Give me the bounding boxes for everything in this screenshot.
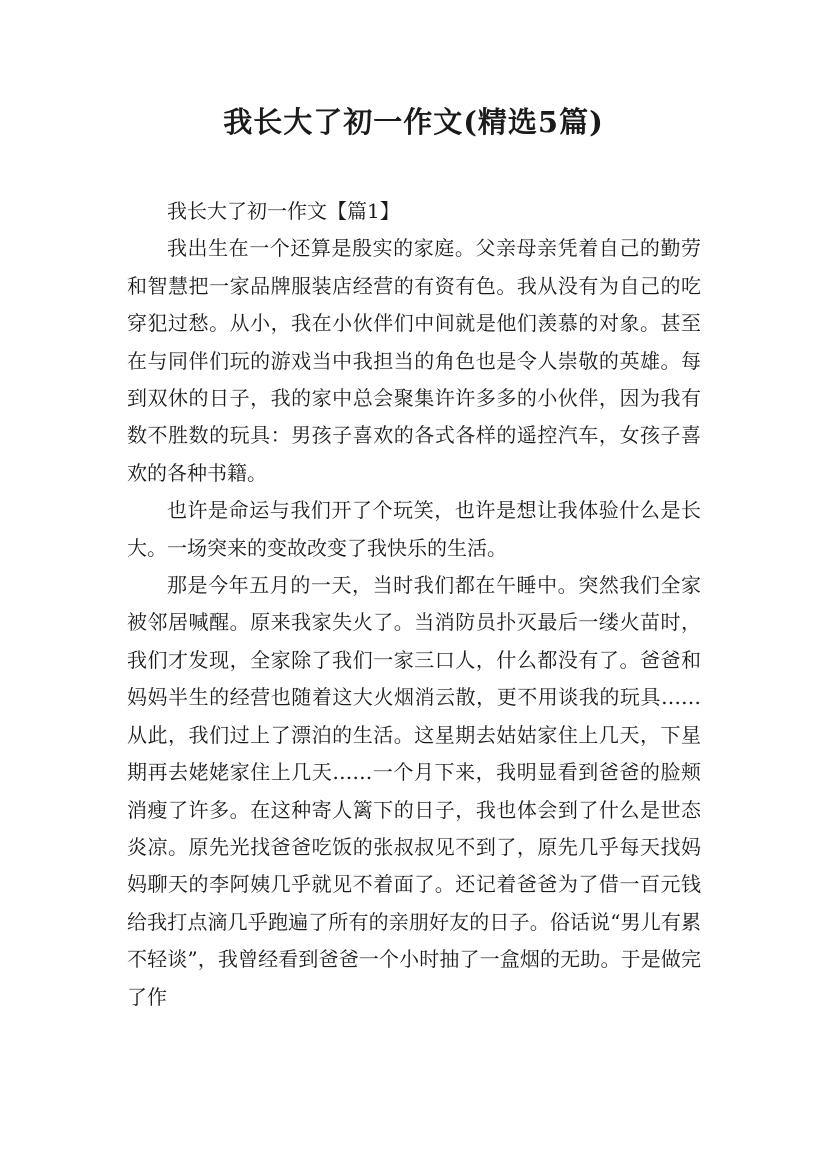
paragraph: 我出生在一个还算是殷实的家庭。父亲母亲凭着自己的勤劳和智慧把一家品牌服装店经营的有资有色。我从没有为自己的吃穿犯过愁。从小，我在小伙伴们中间就是他们羡慕的对象。甚至在与同伴们玩的游戏当中我担当的角色也是令人崇敬的英雄。每到双休的日子，我的家中总会聚集许许多多的小伙伴，因为我有数不胜数的玩具：男孩子喜欢的各式各样的遥控汽车，女孩子喜欢的各种书籍。 [127, 236, 701, 485]
document-title: 我长大了初一作文(精选5篇) [223, 105, 604, 139]
document-body [127, 193, 701, 1016]
paragraph: 也许是命运与我们开了个玩笑，也许是想让我体验什么是长大。一场突来的变故改变了我快乐的生活。 [127, 498, 701, 560]
section-heading: 我长大了初一作文【篇1】 [167, 199, 400, 223]
paragraph: 那是今年五月的一天，当时我们都在午睡中。突然我们全家被邻居喊醒。原来我家失火了。当消防员扑灭最后一缕火苗时，我们才发现，全家除了我们一家三口人，什么都没有了。爸爸和妈妈半生的经营也随着这大火烟消云散，更不用谈我的玩具……从此，我们过上了漂泊的生活。这星期去姑姑家住上几天，下星期再去姥姥家住上几天……一个月下来，我明显看到爸爸的脸颊消瘦了许多。在这种寄人篱下的日子，我也体会到了什么是世态炎凉。原先光找爸爸吃饭的张叔叔见不到了，原先几乎每天找妈妈聊天的李阿姨几乎就见不着面了。还记着爸爸为了借一百元钱给我打点滴几乎跑遍了所有的亲朋好友的日子。俗话说“男儿有累不轻谈”，我曾经看到爸爸一个小时抽了一盒烟的无助。于是做完了作 [127, 573, 701, 1009]
